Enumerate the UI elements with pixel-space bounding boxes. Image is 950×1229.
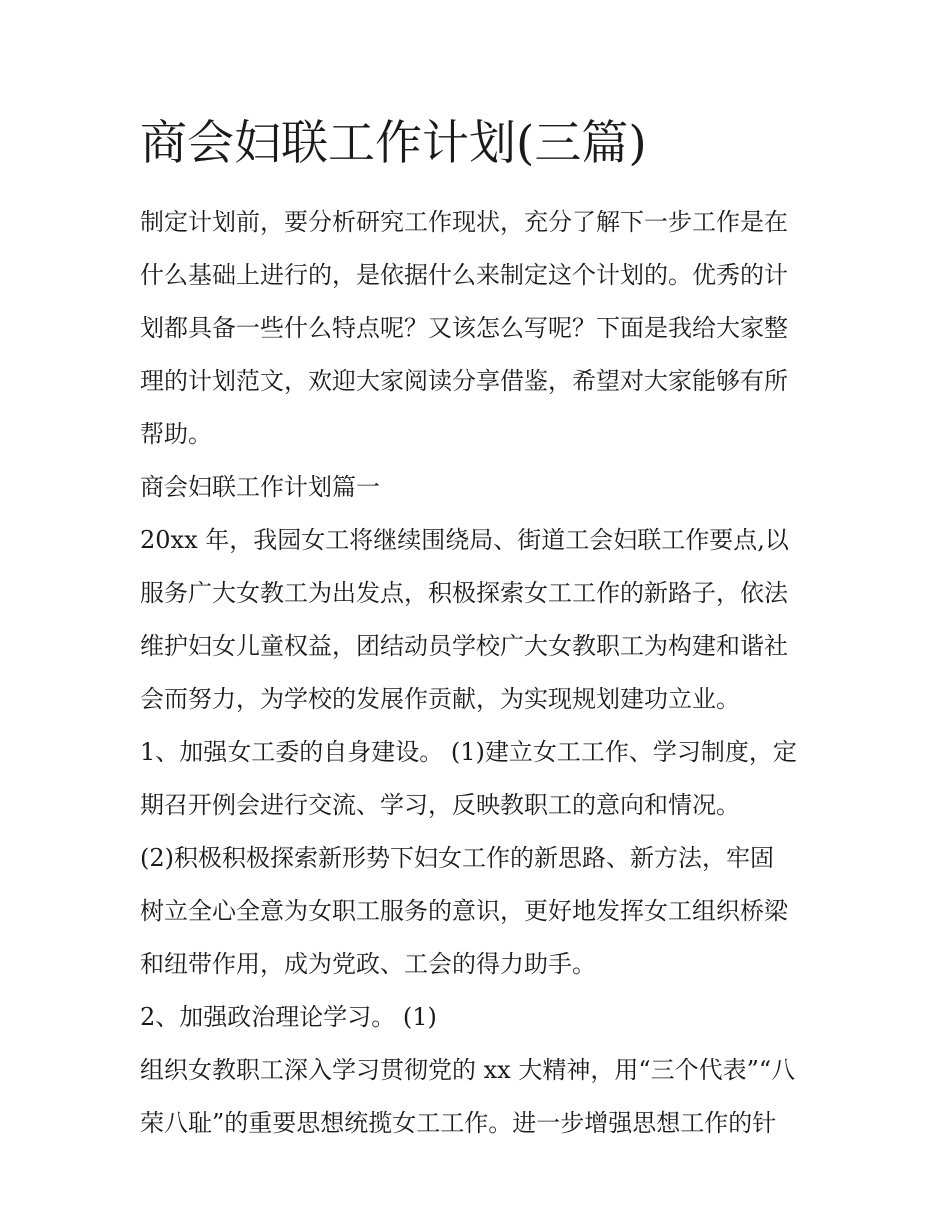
body-line: 维护妇女儿童权益，团结动员学校广大女教职工为构建和谐社	[140, 632, 788, 660]
body-line: (2)积极积极探索新形势下妇女工作的新思路、新方法，牢固	[140, 844, 774, 872]
body-line: 荣八耻”的重要思想统揽女工工作。进一步增强思想工作的针	[140, 1109, 777, 1137]
body-line: 帮助。	[140, 420, 212, 448]
body-line: 1、加强女工委的自身建设。 (1)建立女工工作、学习制度，定	[140, 738, 797, 766]
body-line: 组织女教职工深入学习贯彻党的 xx 大精神，用“三个代表”“八	[140, 1056, 796, 1084]
document-body	[140, 196, 820, 1150]
body-line: 和纽带作用，成为党政、工会的得力助手。	[140, 950, 596, 978]
body-line: 理的计划范文，欢迎大家阅读分享借鉴，希望对大家能够有所	[140, 367, 788, 395]
body-line: 20xx 年，我园女工将继续围绕局、街道工会妇联工作要点,以	[140, 526, 789, 554]
body-line: 2、加强政治理论学习。 (1)	[140, 1003, 437, 1031]
body-line: 会而努力，为学校的发展作贡献，为实现规划建功立业。	[140, 685, 740, 713]
page-title: 商会妇联工作计划(三篇)	[140, 116, 647, 171]
body-line: 划都具备一些什么特点呢？又该怎么写呢？下面是我给大家整	[140, 314, 788, 342]
section-heading: 商会妇联工作计划篇一	[140, 473, 380, 501]
body-line: 什么基础上进行的，是依据什么来制定这个计划的。优秀的计	[140, 261, 788, 289]
body-line: 期召开例会进行交流、学习，反映教职工的意向和情况。	[140, 791, 740, 819]
body-line: 树立全心全意为女职工服务的意识，更好地发挥女工组织桥梁	[140, 897, 788, 925]
body-line: 服务广大女教工为出发点，积极探索女工工作的新路子，依法	[140, 579, 788, 607]
body-line: 制定计划前，要分析研究工作现状，充分了解下一步工作是在	[140, 208, 788, 236]
